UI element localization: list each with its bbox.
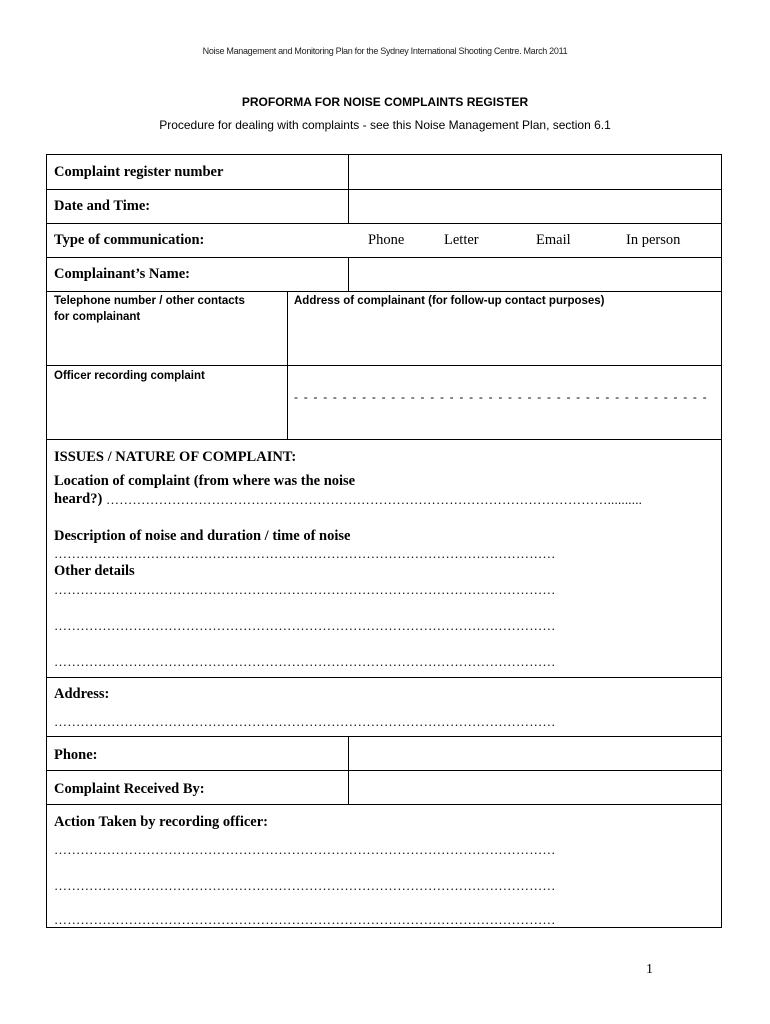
other-details-fill-line[interactable]: …………………………………………………………………………………………………… [54, 654, 556, 669]
form-border-left [46, 154, 47, 928]
row-divider [46, 677, 722, 678]
row-divider [46, 365, 722, 366]
action-fill-line[interactable]: …………………………………………………………………………………………………… [54, 842, 556, 857]
action-taken-label: Action Taken by recording officer: [54, 814, 268, 830]
page-number: 1 [646, 962, 653, 977]
row-divider [46, 804, 722, 805]
location-label: Location of complaint (from where was the noise [54, 473, 356, 489]
form-title: PROFORMA FOR NOISE COMPLAINTS REGISTER [241, 95, 529, 109]
address-fill-line[interactable]: …………………………………………………………………………………………………… [54, 714, 556, 729]
form-subtitle: Procedure for dealing with complaints - see this Noise Management Plan, section 6.1 [159, 118, 611, 132]
date-time-field[interactable] [349, 190, 721, 223]
description-fill-line[interactable]: …………………………………………………………………………………………………… [54, 546, 556, 561]
date-time-label: Date and Time: [54, 198, 151, 214]
received-by-label: Complaint Received By: [54, 781, 205, 797]
other-details-label: Other details [54, 563, 135, 579]
location-label-continued: heard?) [54, 491, 103, 507]
officer-signature-line[interactable]: - - - - - - - - - - - - - - - - - - - - - - - - - - - - - - - - - - - - - - - - - - - [294, 390, 708, 404]
option-in-person[interactable]: In person [626, 232, 681, 248]
running-header: Noise Management and Monitoring Plan for the Sydney International Shooting Centre. March 2011 [202, 46, 568, 56]
option-phone[interactable]: Phone [368, 232, 405, 248]
address-label: Address: [54, 686, 110, 702]
telephone-label: Telephone number / other contacts [54, 295, 245, 307]
option-letter[interactable]: Letter [444, 232, 479, 248]
row-divider [46, 439, 722, 440]
received-by-field[interactable] [349, 771, 721, 804]
action-fill-line[interactable]: …………………………………………………………………………………………………… [54, 878, 556, 893]
form-border-right [721, 154, 722, 928]
row-divider [46, 223, 722, 224]
complainant-name-field[interactable] [349, 258, 721, 291]
register-number-label: Complaint register number [54, 164, 224, 180]
action-fill-line[interactable]: …………………………………………………………………………………………………… [54, 912, 556, 927]
description-label: Description of noise and duration / time of noise [54, 528, 351, 544]
complainant-address-label: Address of complainant (for follow-up contact purposes) [294, 295, 605, 307]
complainant-name-label: Complainant’s Name: [54, 266, 191, 282]
communication-type-label: Type of communication: [54, 232, 205, 248]
other-details-fill-line[interactable]: …………………………………………………………………………………………………… [54, 582, 556, 597]
issues-heading: ISSUES / NATURE OF COMPLAINT: [54, 449, 297, 465]
officer-recording-label: Officer recording complaint [54, 370, 205, 382]
telephone-label-continued: for complainant [54, 311, 141, 323]
location-fill-line[interactable]: …………………………………………………………………………………………………….......... [106, 492, 643, 507]
phone-label: Phone: [54, 747, 98, 763]
column-divider [287, 291, 288, 439]
option-email[interactable]: Email [536, 232, 571, 248]
row-divider [46, 291, 722, 292]
register-number-field[interactable] [349, 155, 721, 189]
other-details-fill-line[interactable]: …………………………………………………………………………………………………… [54, 618, 556, 633]
phone-field[interactable] [349, 737, 721, 770]
complaint-form [46, 154, 722, 928]
